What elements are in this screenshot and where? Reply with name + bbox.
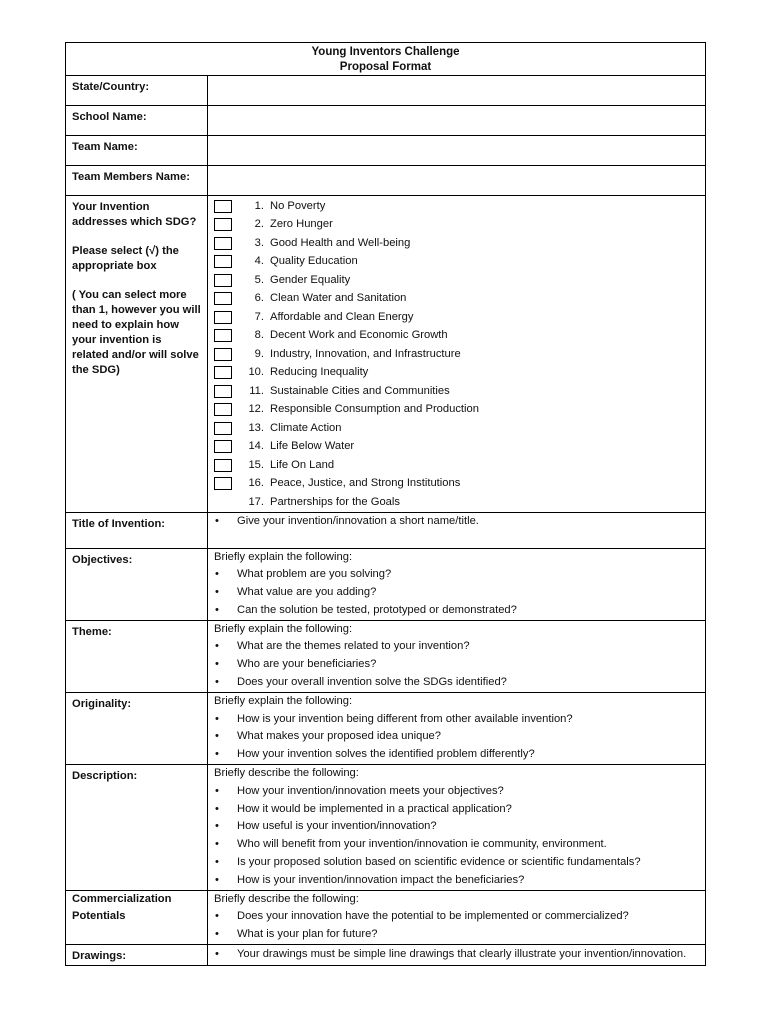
sdg-item xyxy=(214,456,705,475)
bullet-item: • What problem are you solving? xyxy=(214,566,699,584)
sdg-number: 16. xyxy=(248,477,264,490)
sdg-number: 4. xyxy=(254,255,264,268)
originality-intro: Briefly explain the following: xyxy=(214,694,353,707)
sdg-checkbox[interactable] xyxy=(214,311,232,324)
sdg-text: Reducing Inequality xyxy=(270,366,369,379)
sdg-item xyxy=(214,419,705,438)
sdg-number: 13. xyxy=(248,421,264,434)
bullet-item: • Who are your beneficiaries? xyxy=(214,656,699,674)
originality-cell[interactable] xyxy=(208,692,706,764)
sdg-checkbox[interactable] xyxy=(214,403,232,416)
team-name-label: Team Name: xyxy=(66,136,208,166)
sdg-text: Sustainable Cities and Communities xyxy=(270,384,450,397)
sdg-number: 15. xyxy=(248,458,264,471)
sdg-question: Your Invention addresses which SDG? xyxy=(72,201,197,228)
sdg-text: Life On Land xyxy=(270,458,335,471)
bullet-item: • How your invention solves the identified problem differently? xyxy=(214,746,699,764)
bullet-item: • What are the themes related to your invention? xyxy=(214,638,699,656)
state-country-label: State/Country: xyxy=(66,76,208,106)
bullet-item: • Does your overall invention solve the SDGs identified? xyxy=(214,674,699,692)
sdg-number: 11. xyxy=(249,384,264,397)
sdg-number: 12. xyxy=(248,403,264,416)
sdg-item xyxy=(214,364,705,383)
sdg-text: Affordable and Clean Energy xyxy=(270,310,414,323)
sdg-text: Good Health and Well-being xyxy=(270,236,411,249)
bullet-item: • How useful is your invention/innovation? xyxy=(214,818,699,836)
objectives-intro: Briefly explain the following: xyxy=(214,550,353,563)
bullet-item: • How your invention/innovation meets your objectives? xyxy=(214,783,699,801)
objectives-cell[interactable] xyxy=(208,548,706,620)
sdg-item xyxy=(214,327,705,346)
theme-label: Theme: xyxy=(66,620,208,692)
bullet-item: • What is your plan for future? xyxy=(214,926,699,944)
sdg-text: Decent Work and Economic Growth xyxy=(270,329,448,342)
title-line-1: Young Inventors Challenge xyxy=(311,46,460,58)
sdg-item xyxy=(214,216,705,235)
sdg-number: 2. xyxy=(254,218,264,231)
sdg-item xyxy=(214,382,705,401)
sdg-checkbox[interactable] xyxy=(214,366,232,379)
originality-bullets xyxy=(214,711,699,764)
sdg-checkbox[interactable] xyxy=(214,218,232,231)
sdg-number: 5. xyxy=(254,273,264,286)
bullet-item: • What value are you adding? xyxy=(214,584,699,602)
description-intro: Briefly describe the following: xyxy=(214,767,359,780)
commercialization-cell[interactable] xyxy=(208,890,706,944)
drawings-label: Drawings: xyxy=(66,945,208,966)
sdg-checkbox[interactable] xyxy=(214,200,232,213)
sdg-text: Partnerships for the Goals xyxy=(270,495,400,508)
sdg-checkbox[interactable] xyxy=(214,385,232,398)
proposal-form-table xyxy=(65,42,706,966)
bullet-item: • Can the solution be tested, prototyped or demonstrated? xyxy=(214,602,699,620)
title-line-2: Proposal Format xyxy=(339,61,432,73)
sdg-instruction: Please select (√) the appropriate box xyxy=(72,245,179,272)
bullet-item: • Does your innovation have the potential to be implemented or commercialized? xyxy=(214,908,699,926)
sdg-number: 10. xyxy=(248,366,264,379)
title-of-invention-label: Title of Invention: xyxy=(66,512,208,548)
sdg-list xyxy=(208,197,705,512)
sdg-text: Peace, Justice, and Strong Institutions xyxy=(270,477,461,490)
team-members-field[interactable] xyxy=(208,166,706,196)
sdg-checkbox xyxy=(214,496,232,509)
sdg-label-cell xyxy=(66,196,208,513)
sdg-text: Quality Education xyxy=(270,255,358,268)
description-bullets xyxy=(214,783,699,890)
sdg-item xyxy=(214,290,705,309)
bullet-item: • Who will benefit from your invention/innovation ie community, environment. xyxy=(214,836,699,854)
description-label: Description: xyxy=(66,765,208,891)
sdg-text: Responsible Consumption and Production xyxy=(270,403,479,416)
sdg-item xyxy=(214,493,705,512)
school-name-field[interactable] xyxy=(208,106,706,136)
title-of-invention-cell[interactable] xyxy=(208,512,706,548)
bullet-item: • Give your invention/innovation a short name/title. xyxy=(214,513,699,531)
sdg-number: 3. xyxy=(254,236,264,249)
sdg-checkbox[interactable] xyxy=(214,274,232,287)
sdg-item xyxy=(214,438,705,457)
commercialization-bullets xyxy=(214,908,699,944)
form-title xyxy=(66,43,706,76)
sdg-number: 8. xyxy=(254,329,264,342)
bullet-item: • How it would be implemented in a practical application? xyxy=(214,801,699,819)
title-bullets xyxy=(214,513,699,531)
sdg-item xyxy=(214,271,705,290)
sdg-number: 9. xyxy=(254,347,264,360)
drawings-bullets xyxy=(214,946,699,964)
bullet-item: • How is your invention being different from other available invention? xyxy=(214,711,699,729)
theme-intro: Briefly explain the following: xyxy=(214,622,353,635)
sdg-text: Zero Hunger xyxy=(270,218,333,231)
sdg-item xyxy=(214,475,705,494)
team-name-field[interactable] xyxy=(208,136,706,166)
bullet-item: • Your drawings must be simple line drawings that clearly illustrate your invention/innovation. xyxy=(214,946,699,964)
sdg-item xyxy=(214,253,705,272)
commercialization-intro: Briefly describe the following: xyxy=(214,892,359,905)
sdg-checkbox[interactable] xyxy=(214,440,232,453)
description-cell[interactable] xyxy=(208,765,706,891)
sdg-item xyxy=(214,197,705,216)
sdg-text: Industry, Innovation, and Infrastructure xyxy=(270,347,461,360)
sdg-item xyxy=(214,234,705,253)
sdg-options-cell xyxy=(208,196,706,513)
sdg-item xyxy=(214,308,705,327)
sdg-number: 14. xyxy=(248,440,264,453)
objectives-bullets xyxy=(214,566,699,619)
sdg-number: 7. xyxy=(254,310,264,323)
sdg-checkbox[interactable] xyxy=(214,292,232,305)
sdg-text: Life Below Water xyxy=(270,440,355,453)
sdg-item xyxy=(214,401,705,420)
sdg-checkbox[interactable] xyxy=(214,422,232,435)
sdg-item xyxy=(214,345,705,364)
objectives-label: Objectives: xyxy=(66,548,208,620)
commercialization-label: Commercialization Potentials xyxy=(66,890,208,944)
theme-bullets xyxy=(214,638,699,691)
originality-label: Originality: xyxy=(66,692,208,764)
drawings-cell[interactable] xyxy=(208,945,706,966)
sdg-text: No Poverty xyxy=(270,199,326,212)
sdg-checkbox[interactable] xyxy=(214,329,232,342)
bullet-item: • What makes your proposed idea unique? xyxy=(214,728,699,746)
team-members-label: Team Members Name: xyxy=(66,166,208,196)
sdg-number: 1. xyxy=(254,199,264,212)
sdg-checkbox[interactable] xyxy=(214,348,232,361)
theme-cell[interactable] xyxy=(208,620,706,692)
sdg-text: Clean Water and Sanitation xyxy=(270,292,407,305)
sdg-number: 17. xyxy=(248,495,264,508)
sdg-checkbox[interactable] xyxy=(214,459,232,472)
school-name-label: School Name: xyxy=(66,106,208,136)
bullet-item: • How is your invention/innovation impact the beneficiaries? xyxy=(214,872,699,890)
sdg-number: 6. xyxy=(254,292,264,305)
sdg-checkbox[interactable] xyxy=(214,477,232,490)
sdg-note: ( You can select more than 1, however you will need to explain how your invention is related and/or will solve the SDG) xyxy=(72,289,201,376)
bullet-item: • Is your proposed solution based on scientific evidence or scientific fundamentals? xyxy=(214,854,699,872)
sdg-checkbox[interactable] xyxy=(214,255,232,268)
sdg-text: Gender Equality xyxy=(270,273,351,286)
state-country-field[interactable] xyxy=(208,76,706,106)
sdg-checkbox[interactable] xyxy=(214,237,232,250)
sdg-text: Climate Action xyxy=(270,421,342,434)
